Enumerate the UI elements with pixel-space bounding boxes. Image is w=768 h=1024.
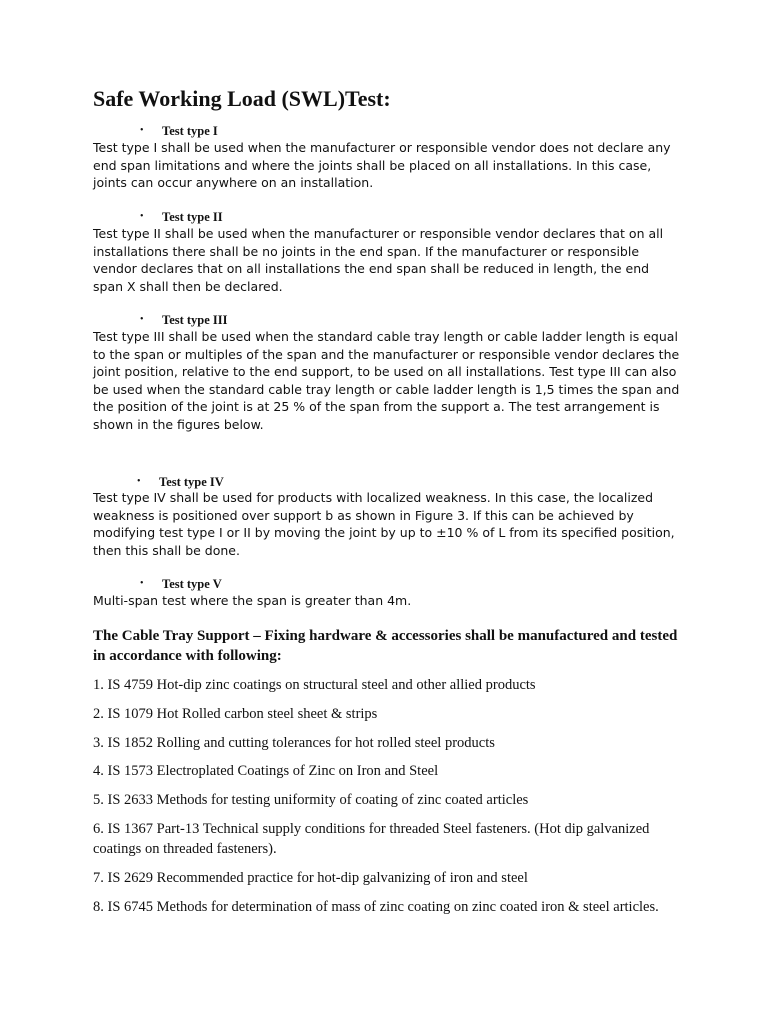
standard-item: 6. IS 1367 Part-13 Technical supply conditions for threaded Steel fasteners. (Hot dip galvanized coatings on threaded fasteners). — [93, 821, 650, 857]
test-type-description: Test type III shall be used when the standard cable tray length or cable ladder length is equal to the span or multiples of the span and the manufacturer or responsible vendor declares the joint position, relative to the end support, to be used on all installations. Test type III can also be used when the standard cable tray length or cable ladder length is 1,5 times the span and the position of the joint is at 25 % of the span from the support a. The test arrangement is shown in the figures below. — [93, 329, 680, 432]
standard-item: 4. IS 1573 Electroplated Coatings of Zinc on Iron and Steel — [93, 763, 439, 779]
test-type-label: Test type II — [162, 210, 223, 224]
standard-item: 8. IS 6745 Methods for determination of mass of zinc coating on zinc coated iron & steel articles. — [93, 899, 659, 915]
test-type-description: Test type I shall be used when the manufacturer or responsible vendor does not declare any end span limitations and where the joints shall be placed on all installations. In this case, joints can occur anywhere on an installation. — [93, 140, 671, 191]
bullet-icon: • — [140, 125, 144, 136]
test-type-label: Test type IV — [159, 475, 224, 489]
standards-heading: The Cable Tray Support – Fixing hardware & accessories shall be manufactured and tested in accordance with following: — [93, 628, 678, 664]
standard-item: 3. IS 1852 Rolling and cutting tolerances for hot rolled steel products — [93, 735, 495, 751]
bullet-icon: • — [140, 211, 144, 222]
standard-item: 7. IS 2629 Recommended practice for hot-dip galvanizing of iron and steel — [93, 870, 528, 886]
standard-item: 2. IS 1079 Hot Rolled carbon steel sheet & strips — [93, 706, 378, 722]
standard-item: 5. IS 2633 Methods for testing uniformity of coating of zinc coated articles — [93, 792, 529, 808]
test-type-description: Test type II shall be used when the manufacturer or responsible vendor declares that on all installations there shall be no joints in the end span. If the manufacturer or responsible vendor declares that on all installations the end span shall be reduced in length, the end span X shall then be declared. — [93, 226, 664, 294]
test-type-description: Test type IV shall be used for products with localized weakness. In this case, the localized weakness is positioned over support b as shown in Figure 3. If this can be achieved by modifying test type I or II by moving the joint by up to ±10 % of L from its specified position, then this shall be done. — [93, 490, 675, 558]
bullet-icon: • — [137, 476, 141, 487]
test-type-description: Multi-span test where the span is greater than 4m. — [93, 593, 412, 608]
bullet-icon: • — [140, 578, 144, 589]
test-type-label: Test type III — [162, 313, 228, 327]
test-type-label: Test type V — [162, 577, 222, 591]
bullet-icon: • — [140, 314, 144, 325]
standard-item: 1. IS 4759 Hot-dip zinc coatings on structural steel and other allied products — [93, 677, 536, 693]
page-title: Safe Working Load (SWL)Test: — [93, 86, 391, 111]
test-type-label: Test type I — [162, 124, 218, 138]
